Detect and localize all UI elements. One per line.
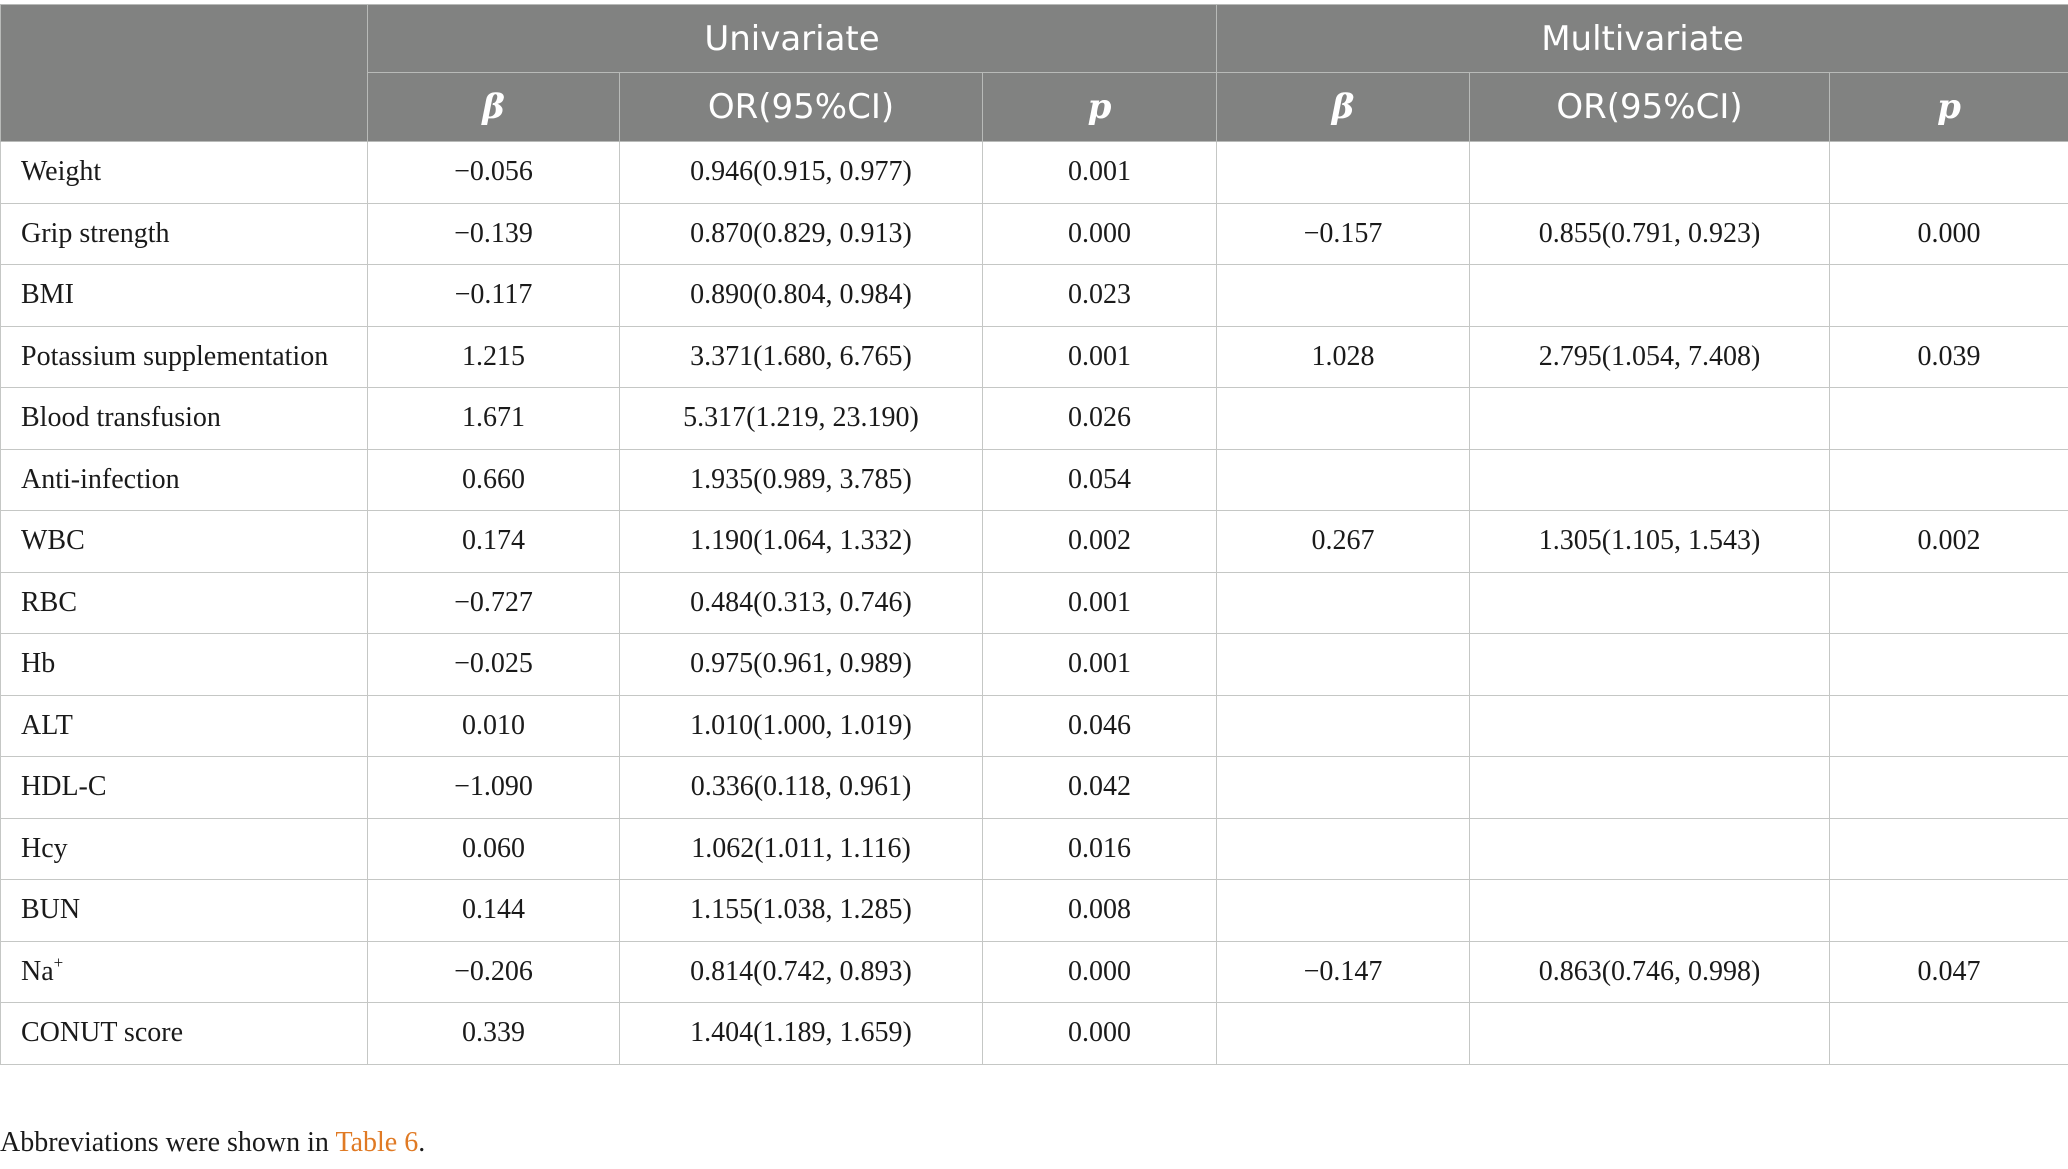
row-label: CONUT score xyxy=(21,1017,184,1049)
cell-multivariate-beta xyxy=(1217,818,1470,880)
cell-multivariate-p xyxy=(1830,695,2068,757)
table-row xyxy=(1,142,2068,204)
cell-univariate-or: 1.155(1.038, 1.285) xyxy=(620,880,983,942)
cell-multivariate-beta xyxy=(1217,695,1470,757)
row-label: ALT xyxy=(21,709,73,741)
cell-univariate-p: 0.042 xyxy=(983,757,1217,819)
row-label-cell xyxy=(1,818,368,880)
row-label: BUN xyxy=(21,894,81,926)
cell-univariate-beta: −0.025 xyxy=(368,634,620,696)
cell-multivariate-beta: 1.028 xyxy=(1217,326,1470,388)
table-row xyxy=(1,818,2068,880)
row-label-cell xyxy=(1,572,368,634)
cell-multivariate-p: 0.039 xyxy=(1830,326,2068,388)
cell-multivariate-or: 0.855(0.791, 0.923) xyxy=(1470,203,1830,265)
table-row xyxy=(1,634,2068,696)
cell-multivariate-p xyxy=(1830,449,2068,511)
cell-multivariate-beta xyxy=(1217,1003,1470,1065)
row-label-cell xyxy=(1,941,368,1003)
cell-multivariate-or: 0.863(0.746, 0.998) xyxy=(1470,941,1830,1003)
row-label: Hcy xyxy=(21,832,68,864)
table-row xyxy=(1,388,2068,450)
cell-multivariate-p: 0.047 xyxy=(1830,941,2068,1003)
header-univariate: Univariate xyxy=(368,5,1217,73)
cell-multivariate-or xyxy=(1470,265,1830,327)
cell-multivariate-p xyxy=(1830,142,2068,204)
row-label: Hb xyxy=(21,648,56,680)
header-multivariate: Multivariate xyxy=(1217,5,2068,73)
table-body xyxy=(1,142,2068,1065)
regression-table-container xyxy=(0,4,2068,1065)
cell-univariate-beta: 0.660 xyxy=(368,449,620,511)
cell-univariate-or: 1.404(1.189, 1.659) xyxy=(620,1003,983,1065)
cell-multivariate-beta xyxy=(1217,265,1470,327)
row-label-cell xyxy=(1,142,368,204)
cell-univariate-beta: −0.139 xyxy=(368,203,620,265)
cell-univariate-beta: 0.060 xyxy=(368,818,620,880)
row-label-cell xyxy=(1,326,368,388)
cell-multivariate-beta xyxy=(1217,880,1470,942)
cell-univariate-beta: 1.215 xyxy=(368,326,620,388)
header-univariate-beta: β xyxy=(368,73,620,142)
cell-univariate-or: 0.814(0.742, 0.893) xyxy=(620,941,983,1003)
cell-multivariate-p xyxy=(1830,757,2068,819)
cell-univariate-beta: −0.206 xyxy=(368,941,620,1003)
row-label-cell xyxy=(1,634,368,696)
cell-univariate-p: 0.026 xyxy=(983,388,1217,450)
cell-univariate-p: 0.000 xyxy=(983,941,1217,1003)
cell-univariate-or: 1.062(1.011, 1.116) xyxy=(620,818,983,880)
cell-univariate-p: 0.046 xyxy=(983,695,1217,757)
cell-univariate-p: 0.000 xyxy=(983,203,1217,265)
footnote-text: Abbreviations were shown in xyxy=(0,1127,336,1158)
header-univariate-p: p xyxy=(983,73,1217,142)
cell-univariate-or: 1.190(1.064, 1.332) xyxy=(620,511,983,573)
footnote-end: . xyxy=(418,1127,426,1158)
cell-univariate-p: 0.002 xyxy=(983,511,1217,573)
table-row xyxy=(1,941,2068,1003)
cell-multivariate-beta: 0.267 xyxy=(1217,511,1470,573)
row-label-superscript: + xyxy=(53,952,64,972)
table-header xyxy=(1,5,2068,142)
cell-multivariate-or xyxy=(1470,449,1830,511)
cell-univariate-beta: 0.174 xyxy=(368,511,620,573)
row-label: Potassium supplementation xyxy=(21,340,329,372)
cell-univariate-p: 0.001 xyxy=(983,326,1217,388)
cell-univariate-beta: 0.010 xyxy=(368,695,620,757)
cell-univariate-p: 0.001 xyxy=(983,572,1217,634)
cell-multivariate-p xyxy=(1830,880,2068,942)
cell-multivariate-p: 0.000 xyxy=(1830,203,2068,265)
cell-multivariate-or xyxy=(1470,695,1830,757)
table-row xyxy=(1,265,2068,327)
cell-multivariate-or xyxy=(1470,818,1830,880)
row-label-cell xyxy=(1,388,368,450)
row-label: Na xyxy=(21,955,54,987)
cell-multivariate-or xyxy=(1470,572,1830,634)
row-label: WBC xyxy=(21,525,85,557)
row-label-cell xyxy=(1,880,368,942)
header-corner xyxy=(1,5,368,73)
row-label-cell xyxy=(1,757,368,819)
cell-univariate-or: 1.935(0.989, 3.785) xyxy=(620,449,983,511)
cell-multivariate-beta xyxy=(1217,757,1470,819)
table-row xyxy=(1,511,2068,573)
cell-univariate-p: 0.000 xyxy=(983,1003,1217,1065)
cell-univariate-or: 3.371(1.680, 6.765) xyxy=(620,326,983,388)
cell-multivariate-beta: −0.157 xyxy=(1217,203,1470,265)
cell-univariate-beta: 0.144 xyxy=(368,880,620,942)
cell-multivariate-beta xyxy=(1217,634,1470,696)
table-row xyxy=(1,880,2068,942)
cell-multivariate-or xyxy=(1470,757,1830,819)
table-row xyxy=(1,757,2068,819)
cell-univariate-beta: −0.727 xyxy=(368,572,620,634)
cell-multivariate-p xyxy=(1830,265,2068,327)
cell-univariate-beta: −0.056 xyxy=(368,142,620,204)
cell-univariate-or: 0.975(0.961, 0.989) xyxy=(620,634,983,696)
row-label: Grip strength xyxy=(21,217,170,249)
row-label: Anti-infection xyxy=(21,463,180,495)
cell-univariate-p: 0.054 xyxy=(983,449,1217,511)
cell-multivariate-beta xyxy=(1217,449,1470,511)
cell-univariate-beta: 0.339 xyxy=(368,1003,620,1065)
table-row xyxy=(1,203,2068,265)
cell-multivariate-p xyxy=(1830,572,2068,634)
cell-univariate-or: 0.890(0.804, 0.984) xyxy=(620,265,983,327)
cell-univariate-or: 0.484(0.313, 0.746) xyxy=(620,572,983,634)
table-row xyxy=(1,695,2068,757)
cell-multivariate-or xyxy=(1470,634,1830,696)
header-corner-lower xyxy=(1,73,368,142)
row-label: HDL-C xyxy=(21,771,107,803)
cell-multivariate-p: 0.002 xyxy=(1830,511,2068,573)
header-univariate-or: OR(95%CI) xyxy=(620,73,983,142)
cell-univariate-or: 1.010(1.000, 1.019) xyxy=(620,695,983,757)
cell-univariate-or: 0.946(0.915, 0.977) xyxy=(620,142,983,204)
row-label-cell xyxy=(1,511,368,573)
table-row xyxy=(1,449,2068,511)
table-row xyxy=(1,572,2068,634)
cell-univariate-p: 0.001 xyxy=(983,142,1217,204)
cell-univariate-p: 0.008 xyxy=(983,880,1217,942)
header-group-row xyxy=(1,5,2068,73)
cell-univariate-or: 0.870(0.829, 0.913) xyxy=(620,203,983,265)
row-label-cell xyxy=(1,265,368,327)
cell-multivariate-or: 2.795(1.054, 7.408) xyxy=(1470,326,1830,388)
table-row xyxy=(1,1003,2068,1065)
cell-univariate-beta: −1.090 xyxy=(368,757,620,819)
cell-univariate-beta: 1.671 xyxy=(368,388,620,450)
cell-multivariate-or xyxy=(1470,1003,1830,1065)
row-label: Blood transfusion xyxy=(21,402,221,434)
row-label-cell xyxy=(1,695,368,757)
header-multivariate-or: OR(95%CI) xyxy=(1470,73,1830,142)
header-multivariate-p: p xyxy=(1830,73,2068,142)
header-sub-row xyxy=(1,73,2068,142)
table-row xyxy=(1,326,2068,388)
row-label: Weight xyxy=(21,156,102,188)
table-footnote xyxy=(0,1127,425,1159)
cell-multivariate-beta xyxy=(1217,142,1470,204)
row-label: RBC xyxy=(21,586,78,618)
footnote-table-link[interactable]: Table 6 xyxy=(335,1127,419,1158)
cell-multivariate-p xyxy=(1830,818,2068,880)
header-multivariate-beta: β xyxy=(1217,73,1470,142)
cell-multivariate-p xyxy=(1830,1003,2068,1065)
cell-multivariate-p xyxy=(1830,634,2068,696)
cell-univariate-or: 5.317(1.219, 23.190) xyxy=(620,388,983,450)
cell-multivariate-or xyxy=(1470,142,1830,204)
row-label-cell xyxy=(1,203,368,265)
row-label-cell xyxy=(1,449,368,511)
cell-multivariate-beta xyxy=(1217,572,1470,634)
cell-multivariate-or xyxy=(1470,880,1830,942)
cell-univariate-p: 0.001 xyxy=(983,634,1217,696)
cell-multivariate-or xyxy=(1470,388,1830,450)
cell-multivariate-p xyxy=(1830,388,2068,450)
cell-multivariate-beta xyxy=(1217,388,1470,450)
cell-multivariate-beta: −0.147 xyxy=(1217,941,1470,1003)
cell-univariate-p: 0.023 xyxy=(983,265,1217,327)
cell-univariate-or: 0.336(0.118, 0.961) xyxy=(620,757,983,819)
row-label: BMI xyxy=(21,279,74,311)
regression-table xyxy=(0,4,2068,1065)
cell-multivariate-or: 1.305(1.105, 1.543) xyxy=(1470,511,1830,573)
cell-univariate-p: 0.016 xyxy=(983,818,1217,880)
cell-univariate-beta: −0.117 xyxy=(368,265,620,327)
row-label-cell xyxy=(1,1003,368,1065)
